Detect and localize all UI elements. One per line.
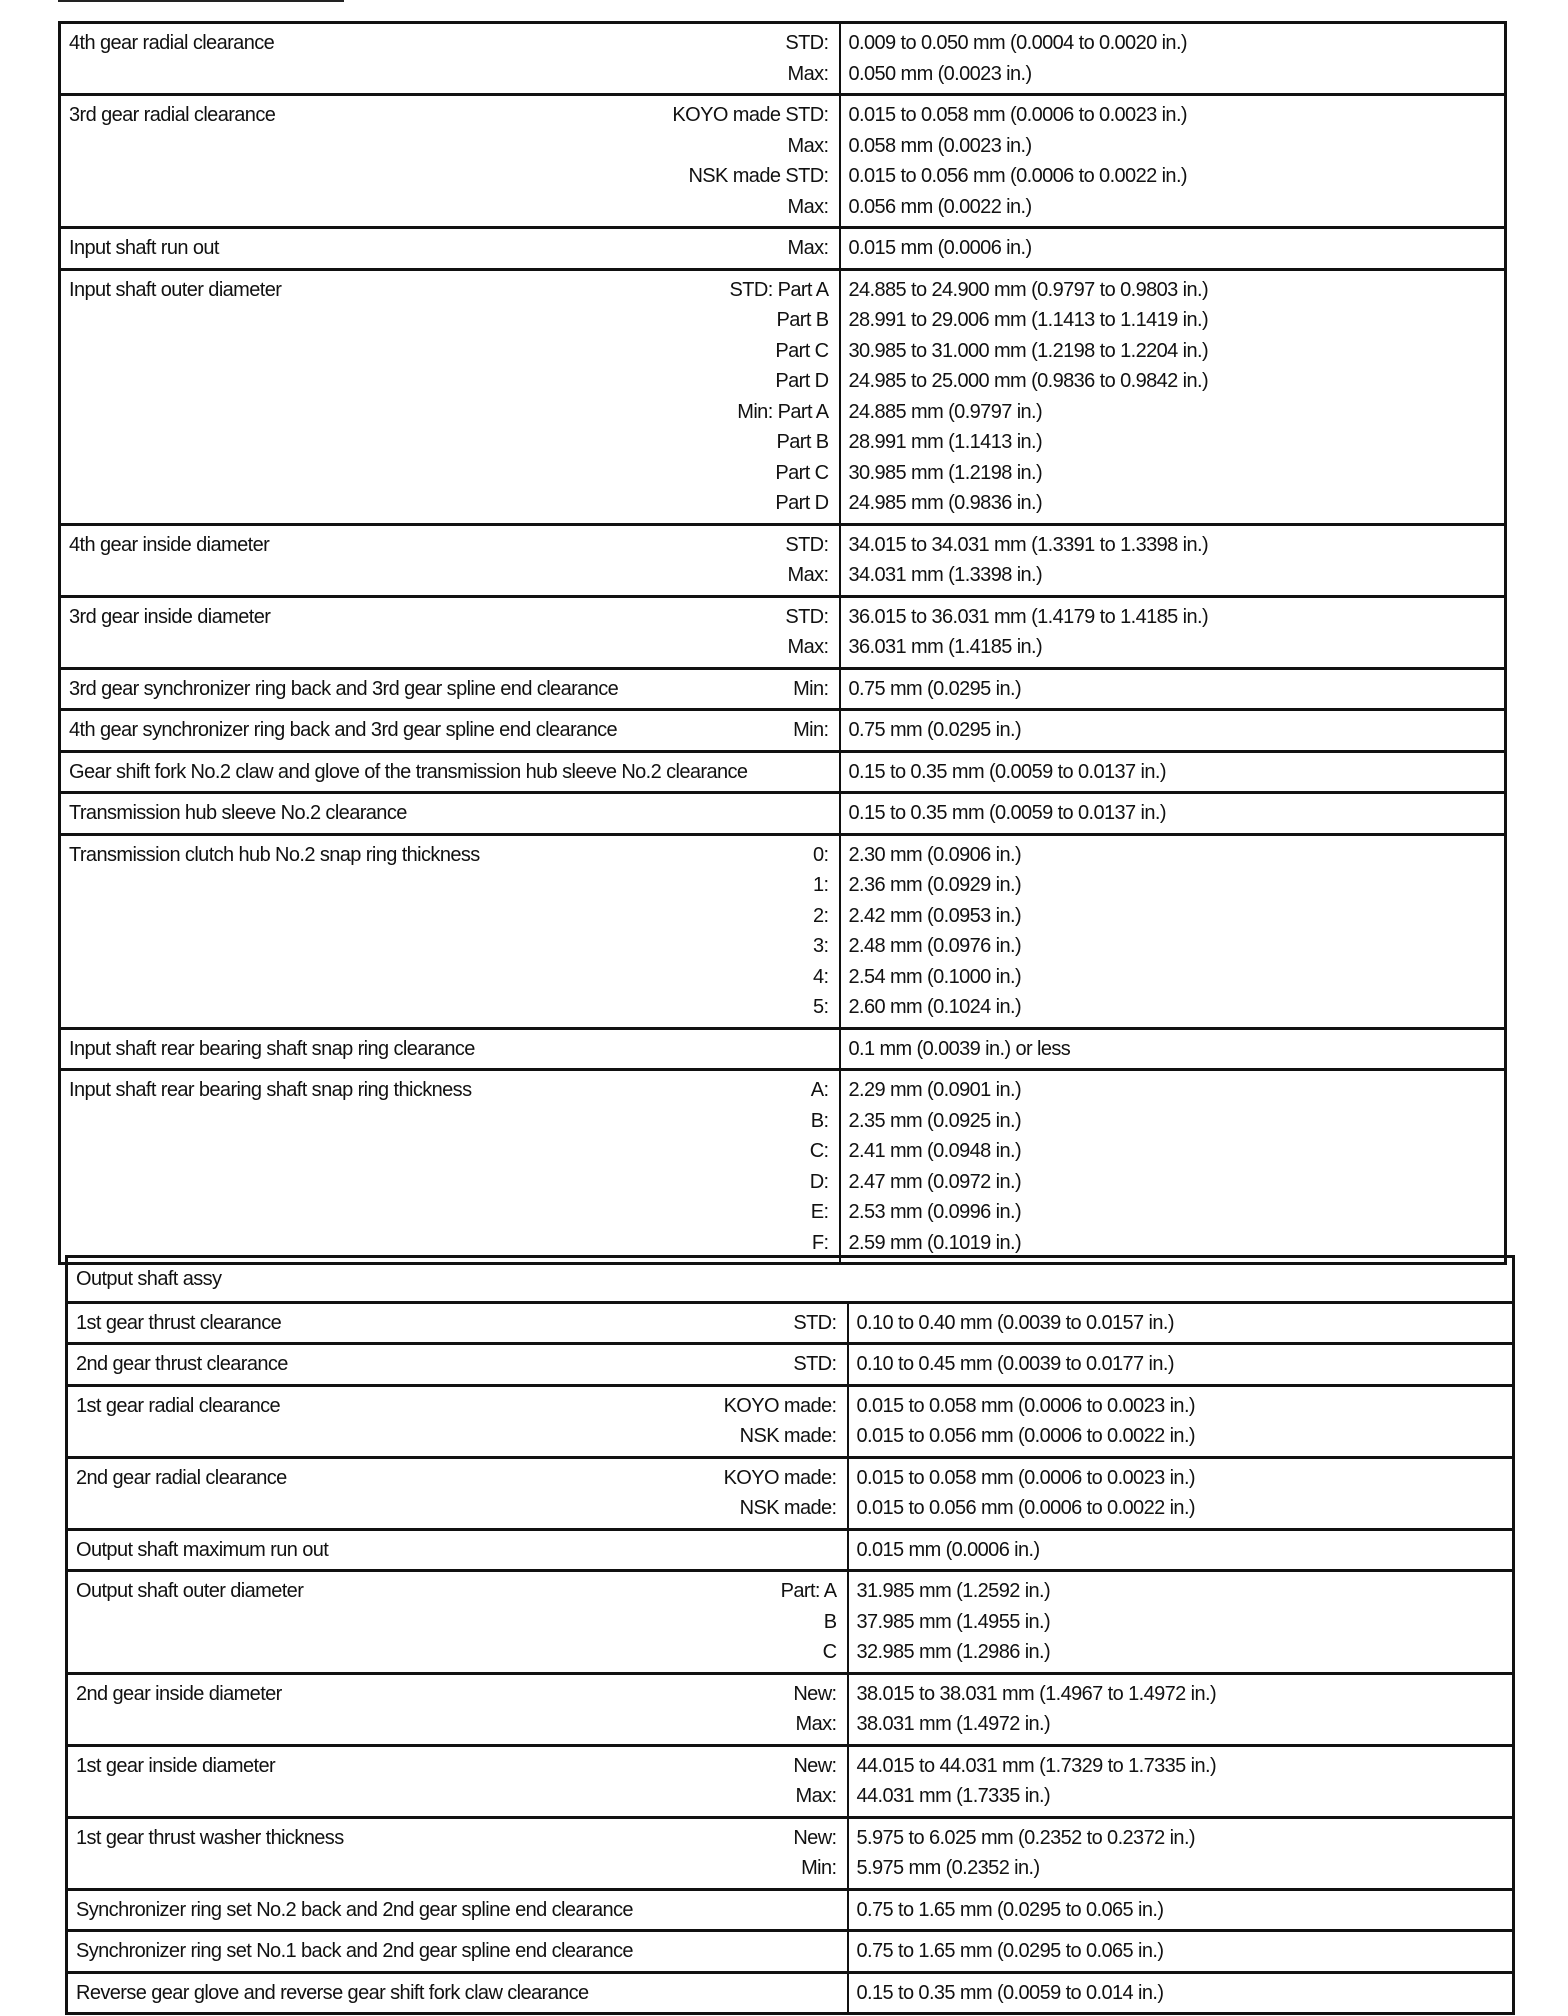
spec-value: 38.031 mm (1.4972 in.) <box>856 1713 1051 1735</box>
spec-value: 2.42 mm (0.0953 in.) <box>848 904 1022 927</box>
spec-value: 0.15 to 0.35 mm (0.0059 to 0.0137 in.) <box>848 802 1166 824</box>
output-shaft-rows <box>67 1257 1514 2014</box>
spec-value-cell <box>848 1344 1514 1386</box>
spec-value: 36.015 to 36.031 mm (1.4179 to 1.4185 in.) <box>848 605 1209 628</box>
spec-qualifier: E: <box>810 1201 829 1223</box>
spec-row <box>60 596 1506 668</box>
spec-qualifier: Max: <box>787 636 829 658</box>
spec-qualifiers <box>832 1895 837 1926</box>
spec-value-cell <box>840 710 1506 752</box>
spec-value: 24.985 to 25.000 mm (0.9836 to 0.9842 in.) <box>848 370 1209 392</box>
spec-value: 24.985 mm (0.9836 in.) <box>848 492 1043 514</box>
spec-value: 30.985 mm (1.2198 in.) <box>848 461 1043 484</box>
spec-qualifier <box>824 757 829 788</box>
spec-label-cell <box>60 1028 840 1070</box>
spec-label-cell <box>67 1931 848 1973</box>
spec-label-wrap <box>76 1679 837 1740</box>
spec-name: Transmission clutch hub No.2 snap ring thickness <box>69 843 480 866</box>
spec-qualifier <box>824 1034 829 1065</box>
spec-qualifier: 2: <box>813 904 829 927</box>
spec-qualifier: NSK made: <box>739 1425 837 1447</box>
spec-row <box>67 1571 1514 1674</box>
spec-row <box>67 1817 1514 1889</box>
spec-qualifier: STD: <box>785 605 829 628</box>
spec-row <box>67 1302 1514 1344</box>
spec-qualifier: Max: <box>787 564 829 586</box>
spec-value-cell <box>848 1457 1514 1529</box>
spec-qualifier: Min: <box>793 719 829 741</box>
spec-qualifiers <box>793 1823 836 1884</box>
spec-value: 2.41 mm (0.0948 in.) <box>848 1140 1022 1162</box>
spec-qualifier: Part C <box>775 339 829 362</box>
spec-qualifier: Part D <box>775 492 829 514</box>
spec-label-cell <box>67 1571 848 1674</box>
spec-qualifiers <box>793 1751 836 1812</box>
spec-qualifiers <box>788 233 829 264</box>
spec-label-cell <box>60 269 840 524</box>
spec-value: 0.015 to 0.056 mm (0.0006 to 0.0022 in.) <box>856 1425 1195 1447</box>
spec-value: 0.015 to 0.056 mm (0.0006 to 0.0022 in.) <box>856 1497 1195 1519</box>
spec-value: 0.15 to 0.35 mm (0.0059 to 0.014 in.) <box>856 1981 1164 2004</box>
spec-qualifier: Max: <box>787 237 829 259</box>
input-shaft-rows <box>60 23 1506 1264</box>
spec-qualifier <box>832 1895 837 1926</box>
spec-qualifier: 0: <box>813 843 829 866</box>
spec-value: 0.75 mm (0.0295 in.) <box>848 719 1022 741</box>
spec-qualifiers <box>832 1535 837 1566</box>
spec-qualifier <box>832 1936 837 1967</box>
spec-qualifiers <box>824 798 829 829</box>
spec-qualifiers <box>824 757 829 788</box>
spec-label-cell <box>60 710 840 752</box>
spec-name: 4th gear inside diameter <box>69 533 270 556</box>
spec-value-cell <box>840 524 1506 596</box>
spec-qualifier: STD: <box>793 1353 837 1375</box>
spec-row <box>67 1889 1514 1931</box>
spec-qualifier: Part B <box>776 431 829 453</box>
spec-row <box>60 524 1506 596</box>
spec-qualifiers <box>785 28 828 89</box>
spec-label-wrap <box>69 674 829 705</box>
spec-qualifiers <box>793 1679 836 1740</box>
spec-qualifier: NSK made: <box>739 1497 837 1519</box>
spec-qualifiers <box>785 602 828 663</box>
spec-value: 0.75 mm (0.0295 in.) <box>848 677 1022 700</box>
header-rule <box>58 0 344 2</box>
spec-value-cell <box>848 1302 1514 1344</box>
spec-label-wrap <box>76 1308 837 1339</box>
spec-qualifier: Part C <box>775 461 829 484</box>
spec-label-wrap <box>69 530 829 591</box>
section-title: Output shaft assy <box>76 1268 222 1290</box>
spec-value: 2.30 mm (0.0906 in.) <box>848 843 1022 866</box>
spec-qualifier: Min: Part A <box>737 400 829 423</box>
spec-qualifiers <box>724 1463 837 1524</box>
spec-qualifiers <box>793 1349 836 1380</box>
spec-value-cell <box>848 1889 1514 1931</box>
spec-label-cell <box>60 751 840 793</box>
spec-value: 2.53 mm (0.0996 in.) <box>848 1201 1022 1223</box>
spec-qualifier: STD: Part A <box>729 278 829 301</box>
spec-label-wrap <box>76 1576 837 1668</box>
spec-name: Synchronizer ring set No.2 back and 2nd gear spline end clearance <box>76 1898 633 1921</box>
spec-value: 31.985 mm (1.2592 in.) <box>856 1580 1051 1602</box>
spec-qualifier: C <box>822 1641 837 1663</box>
spec-value: 2.60 mm (0.1024 in.) <box>848 996 1022 1018</box>
spec-name: 3rd gear synchronizer ring back and 3rd gear spline end clearance <box>69 677 619 700</box>
spec-row <box>60 751 1506 793</box>
spec-label-cell <box>67 1817 848 1889</box>
spec-name: Reverse gear glove and reverse gear shift fork claw clearance <box>76 1981 589 2004</box>
spec-name: 3rd gear inside diameter <box>69 605 271 628</box>
spec-value-cell <box>848 1529 1514 1571</box>
spec-name: Input shaft rear bearing shaft snap ring thickness <box>69 1079 472 1101</box>
spec-qualifier: A: <box>810 1079 829 1101</box>
spec-label-cell <box>67 1385 848 1457</box>
spec-value-cell <box>848 1745 1514 1817</box>
spec-name: Synchronizer ring set No.1 back and 2nd gear spline end clearance <box>76 1940 633 1962</box>
spec-value: 0.75 to 1.65 mm (0.0295 to 0.065 in.) <box>856 1898 1164 1921</box>
spec-value-cell <box>848 1385 1514 1457</box>
spec-name: Input shaft run out <box>69 237 219 259</box>
spec-value: 0.015 to 0.056 mm (0.0006 to 0.0022 in.) <box>848 165 1187 187</box>
spec-value-cell <box>840 793 1506 835</box>
spec-label-wrap <box>69 1075 829 1258</box>
section-header-row <box>67 1257 1514 1303</box>
spec-label-cell <box>67 1673 848 1745</box>
spec-qualifier: Part D <box>775 370 829 392</box>
spec-qualifier: Part B <box>776 309 829 331</box>
spec-label-cell <box>67 1972 848 2014</box>
spec-name: Output shaft outer diameter <box>76 1580 304 1602</box>
spec-label-cell <box>67 1302 848 1344</box>
spec-value: 0.015 to 0.058 mm (0.0006 to 0.0023 in.) <box>848 104 1187 126</box>
spec-row <box>60 95 1506 228</box>
spec-value: 5.975 to 6.025 mm (0.2352 to 0.2372 in.) <box>856 1826 1195 1849</box>
spec-qualifiers <box>730 275 829 519</box>
spec-name: 4th gear radial clearance <box>69 32 275 54</box>
spec-qualifiers <box>793 674 828 705</box>
spec-qualifier <box>832 1535 837 1566</box>
spec-label-wrap <box>76 1978 837 2009</box>
spec-qualifiers <box>793 1308 836 1339</box>
spec-qualifier: NSK made STD: <box>688 165 829 187</box>
spec-value: 2.29 mm (0.0901 in.) <box>848 1079 1022 1101</box>
spec-label-wrap <box>76 1895 837 1926</box>
spec-label-wrap <box>69 28 829 89</box>
spec-label-cell <box>60 95 840 228</box>
spec-qualifier: Max: <box>787 134 829 157</box>
spec-value-cell <box>840 23 1506 95</box>
spec-label-cell <box>67 1745 848 1817</box>
spec-value-cell <box>840 668 1506 710</box>
spec-name: 3rd gear radial clearance <box>69 104 276 126</box>
spec-qualifier: New: <box>793 1754 837 1777</box>
spec-row <box>60 269 1506 524</box>
spec-label-wrap <box>76 1751 837 1812</box>
spec-row <box>67 1529 1514 1571</box>
spec-label-cell <box>60 1070 840 1264</box>
spec-row <box>60 23 1506 95</box>
spec-value: 44.031 mm (1.7335 in.) <box>856 1785 1051 1807</box>
spec-label-wrap <box>69 840 829 1023</box>
spec-value: 0.015 mm (0.0006 in.) <box>856 1538 1040 1561</box>
spec-value-cell <box>848 1571 1514 1674</box>
spec-qualifier: KOYO made: <box>723 1394 837 1417</box>
spec-label-cell <box>67 1344 848 1386</box>
spec-value: 34.015 to 34.031 mm (1.3391 to 1.3398 in.) <box>848 533 1209 556</box>
spec-value-cell <box>848 1673 1514 1745</box>
spec-value: 0.015 mm (0.0006 in.) <box>848 237 1032 259</box>
spec-label-wrap <box>69 715 829 746</box>
spec-qualifier: Min: <box>793 677 829 700</box>
spec-qualifier: 5: <box>813 996 829 1018</box>
spec-label-wrap <box>69 798 829 829</box>
spec-value-cell <box>840 228 1506 270</box>
spec-label-wrap <box>76 1463 837 1524</box>
spec-qualifiers <box>832 1978 837 2009</box>
spec-row <box>60 228 1506 270</box>
spec-qualifiers <box>824 1034 829 1065</box>
spec-row <box>60 1028 1506 1070</box>
spec-value-cell <box>840 751 1506 793</box>
spec-qualifier <box>832 1978 837 2009</box>
spec-name: Transmission hub sleeve No.2 clearance <box>69 802 407 824</box>
spec-label-wrap <box>76 1349 837 1380</box>
spec-label-cell <box>60 793 840 835</box>
spec-label-wrap <box>69 602 829 663</box>
spec-qualifier: Max: <box>795 1713 837 1735</box>
spec-label-wrap <box>76 1936 837 1967</box>
spec-value-cell <box>840 269 1506 524</box>
spec-value: 2.48 mm (0.0976 in.) <box>848 935 1022 957</box>
spec-row <box>67 1745 1514 1817</box>
spec-label-cell <box>60 228 840 270</box>
output-shaft-spec-table <box>65 1255 1515 2015</box>
spec-row <box>67 1931 1514 1973</box>
spec-value: 0.10 to 0.40 mm (0.0039 to 0.0157 in.) <box>856 1311 1174 1334</box>
spec-label-cell <box>67 1457 848 1529</box>
spec-value-cell <box>848 1931 1514 1973</box>
spec-label-wrap <box>76 1823 837 1884</box>
spec-qualifier: KOYO made STD: <box>672 104 829 126</box>
spec-qualifier: Max: <box>795 1785 837 1807</box>
spec-value: 2.47 mm (0.0972 in.) <box>848 1170 1022 1193</box>
spec-row <box>67 1972 1514 2014</box>
spec-label-wrap <box>69 757 829 788</box>
spec-value: 0.015 to 0.058 mm (0.0006 to 0.0023 in.) <box>856 1394 1195 1417</box>
spec-row <box>67 1457 1514 1529</box>
spec-qualifiers <box>724 1391 837 1452</box>
spec-value: 0.1 mm (0.0039 in.) or less <box>848 1037 1071 1060</box>
spec-label-cell <box>60 524 840 596</box>
spec-qualifier: STD: <box>793 1311 837 1334</box>
spec-label-wrap <box>76 1535 837 1566</box>
spec-qualifier: Part: A <box>780 1580 837 1602</box>
spec-value: 28.991 to 29.006 mm (1.1413 to 1.1419 in.) <box>848 309 1209 331</box>
spec-qualifier: KOYO made: <box>723 1466 837 1489</box>
spec-qualifier: F: <box>811 1231 829 1254</box>
spec-value: 2.35 mm (0.0925 in.) <box>848 1109 1022 1132</box>
spec-qualifier: New: <box>793 1682 837 1705</box>
spec-value-cell <box>840 95 1506 228</box>
spec-label-cell <box>67 1889 848 1931</box>
spec-value: 44.015 to 44.031 mm (1.7329 to 1.7335 in.) <box>856 1754 1217 1777</box>
spec-value-cell <box>840 834 1506 1028</box>
spec-qualifier: Max: <box>787 195 829 218</box>
spec-label-cell <box>60 834 840 1028</box>
spec-value-cell <box>840 596 1506 668</box>
spec-qualifier: New: <box>793 1826 837 1849</box>
spec-name: 2nd gear inside diameter <box>76 1682 282 1705</box>
spec-row <box>60 834 1506 1028</box>
spec-qualifier <box>824 798 829 829</box>
spec-value: 28.991 mm (1.1413 in.) <box>848 431 1043 453</box>
spec-qualifiers <box>810 1075 829 1258</box>
spec-label-cell <box>67 1529 848 1571</box>
spec-value: 36.031 mm (1.4185 in.) <box>848 636 1043 658</box>
spec-name: Output shaft maximum run out <box>76 1538 329 1561</box>
spec-qualifier: 4: <box>813 965 829 988</box>
spec-value: 34.031 mm (1.3398 in.) <box>848 564 1043 586</box>
spec-value-cell <box>840 1070 1506 1264</box>
spec-name: 4th gear synchronizer ring back and 3rd gear spline end clearance <box>69 719 618 741</box>
spec-value: 0.056 mm (0.0022 in.) <box>848 195 1032 218</box>
spec-qualifier: Min: <box>801 1857 837 1879</box>
spec-qualifier: C: <box>809 1140 829 1162</box>
spec-qualifiers <box>785 530 828 591</box>
spec-qualifier: STD: <box>785 32 829 54</box>
spec-qualifiers <box>672 100 828 222</box>
spec-row <box>67 1673 1514 1745</box>
spec-row <box>60 710 1506 752</box>
spec-value-cell <box>848 1817 1514 1889</box>
spec-qualifier: D: <box>809 1170 829 1193</box>
spec-value-cell <box>840 1028 1506 1070</box>
spec-value: 2.54 mm (0.1000 in.) <box>848 965 1022 988</box>
spec-name: 2nd gear thrust clearance <box>76 1353 288 1375</box>
spec-qualifiers <box>813 840 828 1023</box>
spec-row <box>60 793 1506 835</box>
spec-value: 0.15 to 0.35 mm (0.0059 to 0.0137 in.) <box>848 760 1166 783</box>
spec-name: 1st gear thrust clearance <box>76 1311 282 1334</box>
spec-qualifier: B: <box>810 1109 829 1132</box>
spec-name: Input shaft rear bearing shaft snap ring clearance <box>69 1037 475 1060</box>
spec-qualifiers <box>793 715 828 746</box>
spec-label-wrap <box>69 233 829 264</box>
spec-name: 1st gear inside diameter <box>76 1754 276 1777</box>
spec-value: 38.015 to 38.031 mm (1.4967 to 1.4972 in.) <box>856 1682 1217 1705</box>
spec-qualifier: STD: <box>785 533 829 556</box>
spec-label-wrap <box>69 100 829 222</box>
spec-row <box>67 1344 1514 1386</box>
spec-label-wrap <box>69 275 829 519</box>
spec-value: 2.36 mm (0.0929 in.) <box>848 874 1022 896</box>
spec-value: 0.015 to 0.058 mm (0.0006 to 0.0023 in.) <box>856 1466 1195 1489</box>
spec-value: 0.050 mm (0.0023 in.) <box>848 62 1032 85</box>
spec-qualifier: B <box>823 1610 837 1633</box>
spec-value: 5.975 mm (0.2352 in.) <box>856 1857 1040 1879</box>
spec-row <box>67 1385 1514 1457</box>
spec-value: 24.885 to 24.900 mm (0.9797 to 0.9803 in.) <box>848 278 1209 301</box>
spec-label-cell <box>60 668 840 710</box>
spec-value: 32.985 mm (1.2986 in.) <box>856 1641 1051 1663</box>
spec-label-wrap <box>76 1391 837 1452</box>
spec-qualifier: 1: <box>813 874 829 896</box>
spec-name: Input shaft outer diameter <box>69 278 282 301</box>
spec-row <box>60 1070 1506 1264</box>
spec-value: 37.985 mm (1.4955 in.) <box>856 1610 1051 1633</box>
spec-name: 1st gear thrust washer thickness <box>76 1826 344 1849</box>
spec-row <box>60 668 1506 710</box>
spec-name: Gear shift fork No.2 claw and glove of the transmission hub sleeve No.2 clearance <box>69 760 748 783</box>
spec-qualifier: Max: <box>787 62 829 85</box>
spec-name: 1st gear radial clearance <box>76 1394 281 1417</box>
spec-label-cell <box>60 596 840 668</box>
spec-value: 0.058 mm (0.0023 in.) <box>848 134 1032 157</box>
spec-qualifier: 3: <box>813 935 829 957</box>
spec-value: 0.75 to 1.65 mm (0.0295 to 0.065 in.) <box>856 1940 1164 1962</box>
spec-value: 2.59 mm (0.1019 in.) <box>848 1231 1022 1254</box>
spec-value: 24.885 mm (0.9797 in.) <box>848 400 1043 423</box>
spec-qualifiers <box>781 1576 837 1668</box>
spec-label-wrap <box>69 1034 829 1065</box>
spec-value: 0.10 to 0.45 mm (0.0039 to 0.0177 in.) <box>856 1353 1174 1375</box>
spec-label-cell <box>60 23 840 95</box>
spec-value: 0.009 to 0.050 mm (0.0004 to 0.0020 in.) <box>848 32 1187 54</box>
spec-qualifiers <box>832 1936 837 1967</box>
spec-name: 2nd gear radial clearance <box>76 1466 287 1489</box>
input-shaft-spec-table <box>58 21 1507 1265</box>
spec-value-cell <box>848 1972 1514 2014</box>
spec-value: 30.985 to 31.000 mm (1.2198 to 1.2204 in.) <box>848 339 1209 362</box>
